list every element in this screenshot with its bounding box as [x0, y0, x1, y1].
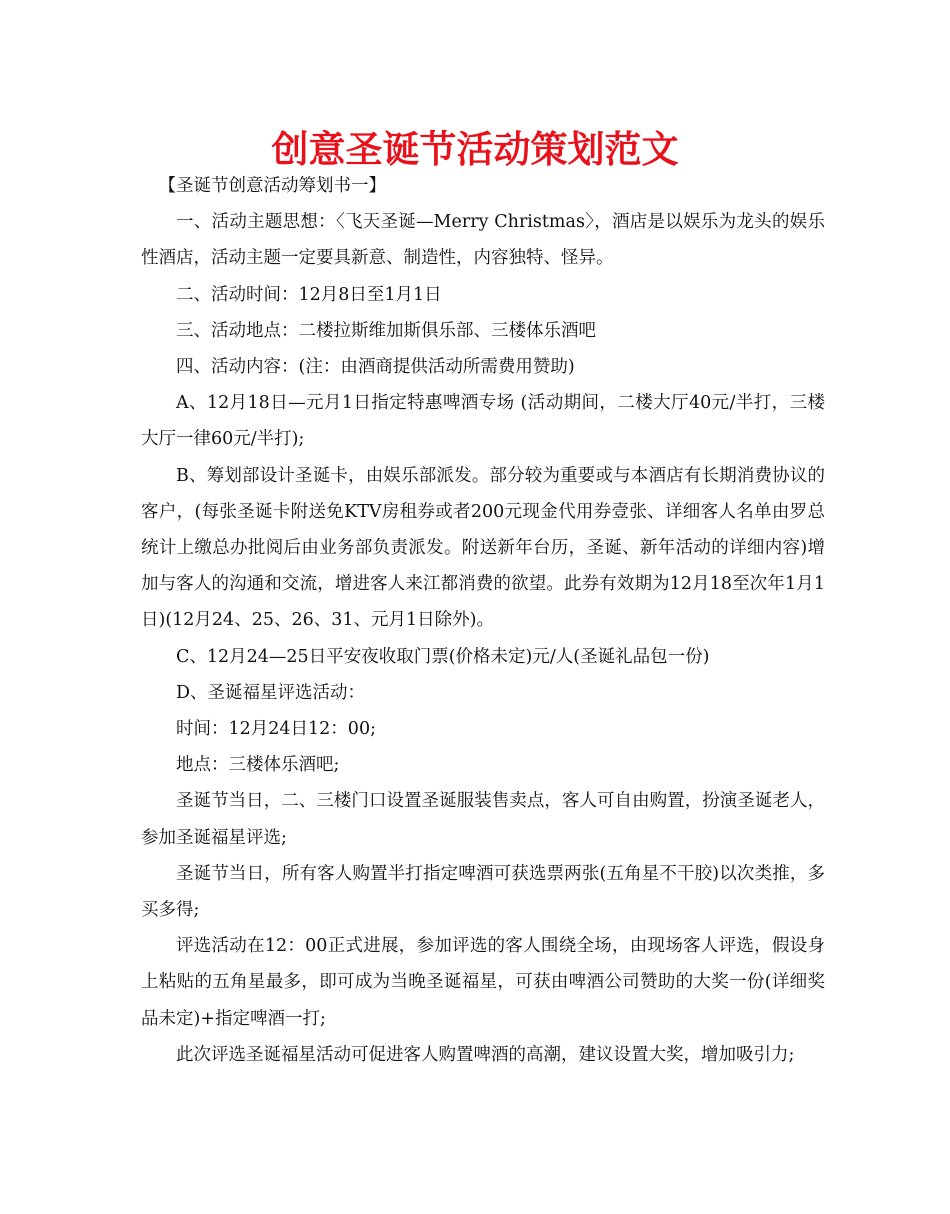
section-heading: 【圣诞节创意活动筹划书一】: [158, 176, 386, 196]
document-title: 创意圣诞节活动策划范文: [271, 128, 679, 171]
paragraph-content: 四、活动内容：(注：由酒商提供活动所需费用赞助): [176, 357, 575, 378]
paragraph-item-a: A、12月18日—元月1日指定特惠啤酒专场 (活动期间，二楼大厅40元/半打，三楼大厅一律60元/半打);: [141, 393, 825, 450]
paragraph-location: 三、活动地点：二楼拉斯维加斯俱乐部、三楼体乐酒吧: [176, 320, 596, 341]
paragraph-item-d: D、圣诞福星评选活动：: [176, 682, 366, 703]
paragraph-selection: 评选活动在12：00正式进展，参加评选的客人围绕全场，由现场客人评选，假设身上粘贴的五角星最多，即可成为当晚圣诞福星，可获由啤酒公司赞助的大奖一份(详细奖品未定)+指定啤酒一打;: [141, 936, 825, 1029]
paragraph-theme: 一、活动主题思想：〈飞天圣诞—Merry Christmas〉，酒店是以娱乐为龙头的娱乐性酒店，活动主题一定要具新意、制造性，内容独特、怪异。: [141, 212, 825, 269]
paragraph-event-location: 地点：三楼体乐酒吧;: [176, 755, 340, 776]
paragraph-item-c: C、12月24—25日平安夜收取门票(价格未定)元/人(圣诞礼品包一份): [176, 646, 710, 667]
paragraph-event-time: 时间：12月24日12：00;: [176, 719, 376, 740]
paragraph-item-b: B、筹划部设计圣诞卡，由娱乐部派发。部分较为重要或与本酒店有长期消费协议的客户，(每张圣诞卡附送免KTV房租券或者200元现金代用券壹张、详细客人名单由罗总统计上缴总办批阅后由业务部负责派发。附送新年台历，圣诞、新年活动的详细内容)增加与客人的沟通和交流，增进客人来江都消费的欲望。此券有效期为12月18至次年1月1日)(12月24、25、26、31、元月1日除外)。: [141, 465, 825, 631]
document-body: [141, 168, 825, 1073]
paragraph-votes: 圣诞节当日，所有客人购置半打指定啤酒可获选票两张(五角星不干胶)以次类推，多买多得;: [141, 863, 825, 921]
paragraph-time: 二、活动时间：12月8日至1月1日: [176, 284, 442, 305]
paragraph-suggestion: 此次评选圣诞福星活动可促进客人购置啤酒的高潮，建议设置大奖，增加吸引力;: [176, 1044, 795, 1065]
paragraph-costume: 圣诞节当日，二、三楼门口设置圣诞服装售卖点，客人可自由购置，扮演圣诞老人，参加圣诞福星评选;: [141, 791, 825, 848]
